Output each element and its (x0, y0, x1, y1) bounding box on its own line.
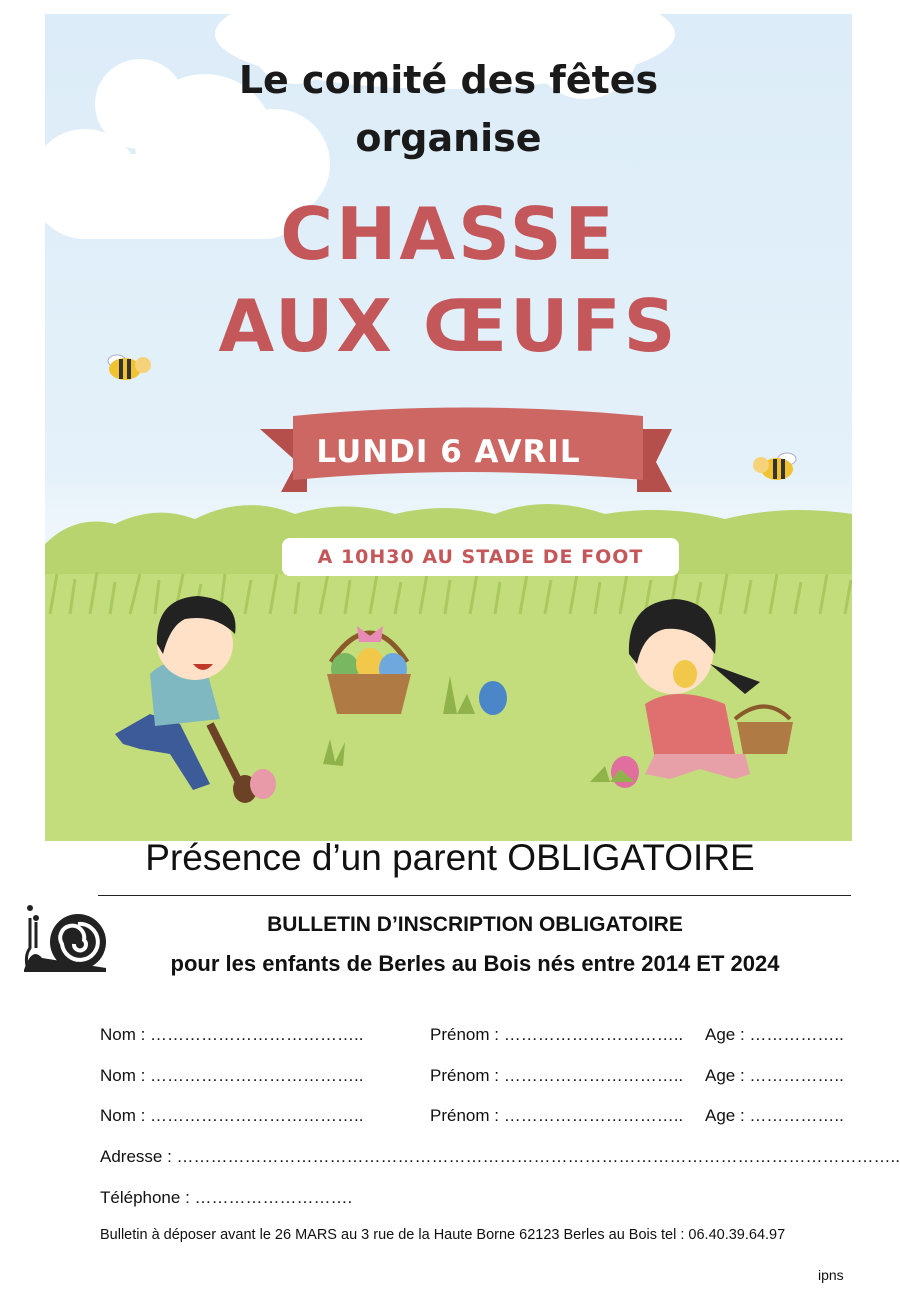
form-prenom-1[interactable]: Prénom : ………………………….. (430, 1025, 684, 1044)
form-prenom-3[interactable]: Prénom : ………………………….. (430, 1106, 684, 1125)
deposit-instructions: Bulletin à déposer avant le 26 MARS au 3 rue de la Haute Borne 62123 Berles au Bois tel : 06.40.39.64.97 (100, 1227, 786, 1243)
egg-icon (479, 681, 507, 715)
form-nom-1[interactable]: Nom : ……………………………….. (100, 1025, 364, 1044)
ipns-mark: ipns (818, 1267, 844, 1283)
event-date: LUNDI 6 AVRIL (316, 434, 581, 470)
parent-required-notice: Présence d’un parent OBLIGATOIRE (145, 837, 755, 878)
egg-icon (250, 769, 276, 799)
divider-line (98, 895, 851, 896)
event-poster (45, 14, 852, 841)
poster-title-line1: CHASSE (280, 192, 617, 276)
bulletin-subheading: pour les enfants de Berles au Bois nés entre 2014 ET 2024 (170, 951, 780, 976)
event-place: A 10H30 AU STADE DE FOOT (282, 538, 679, 576)
form-age-1[interactable]: Age : …………….. (705, 1025, 844, 1044)
form-nom-2[interactable]: Nom : ……………………………….. (100, 1066, 364, 1085)
form-nom-3[interactable]: Nom : ……………………………….. (100, 1106, 364, 1125)
form-prenom-2[interactable]: Prénom : ………………………….. (430, 1066, 684, 1085)
form-adresse[interactable]: Adresse : ……………………………………………………………………………………………………………….. (100, 1147, 900, 1166)
form-age-3[interactable]: Age : …………….. (705, 1106, 844, 1125)
poster-title-line2: AUX ŒUFS (218, 284, 679, 368)
poster-organizer-line: Le comité des fêtes (238, 58, 659, 102)
bulletin-heading: BULLETIN D’INSCRIPTION OBLIGATOIRE (267, 913, 683, 936)
egg-icon (611, 756, 639, 788)
form-age-2[interactable]: Age : …………….. (705, 1066, 844, 1085)
poster-organise-line: organise (355, 116, 542, 160)
form-telephone[interactable]: Téléphone : ………………………. (100, 1188, 353, 1207)
